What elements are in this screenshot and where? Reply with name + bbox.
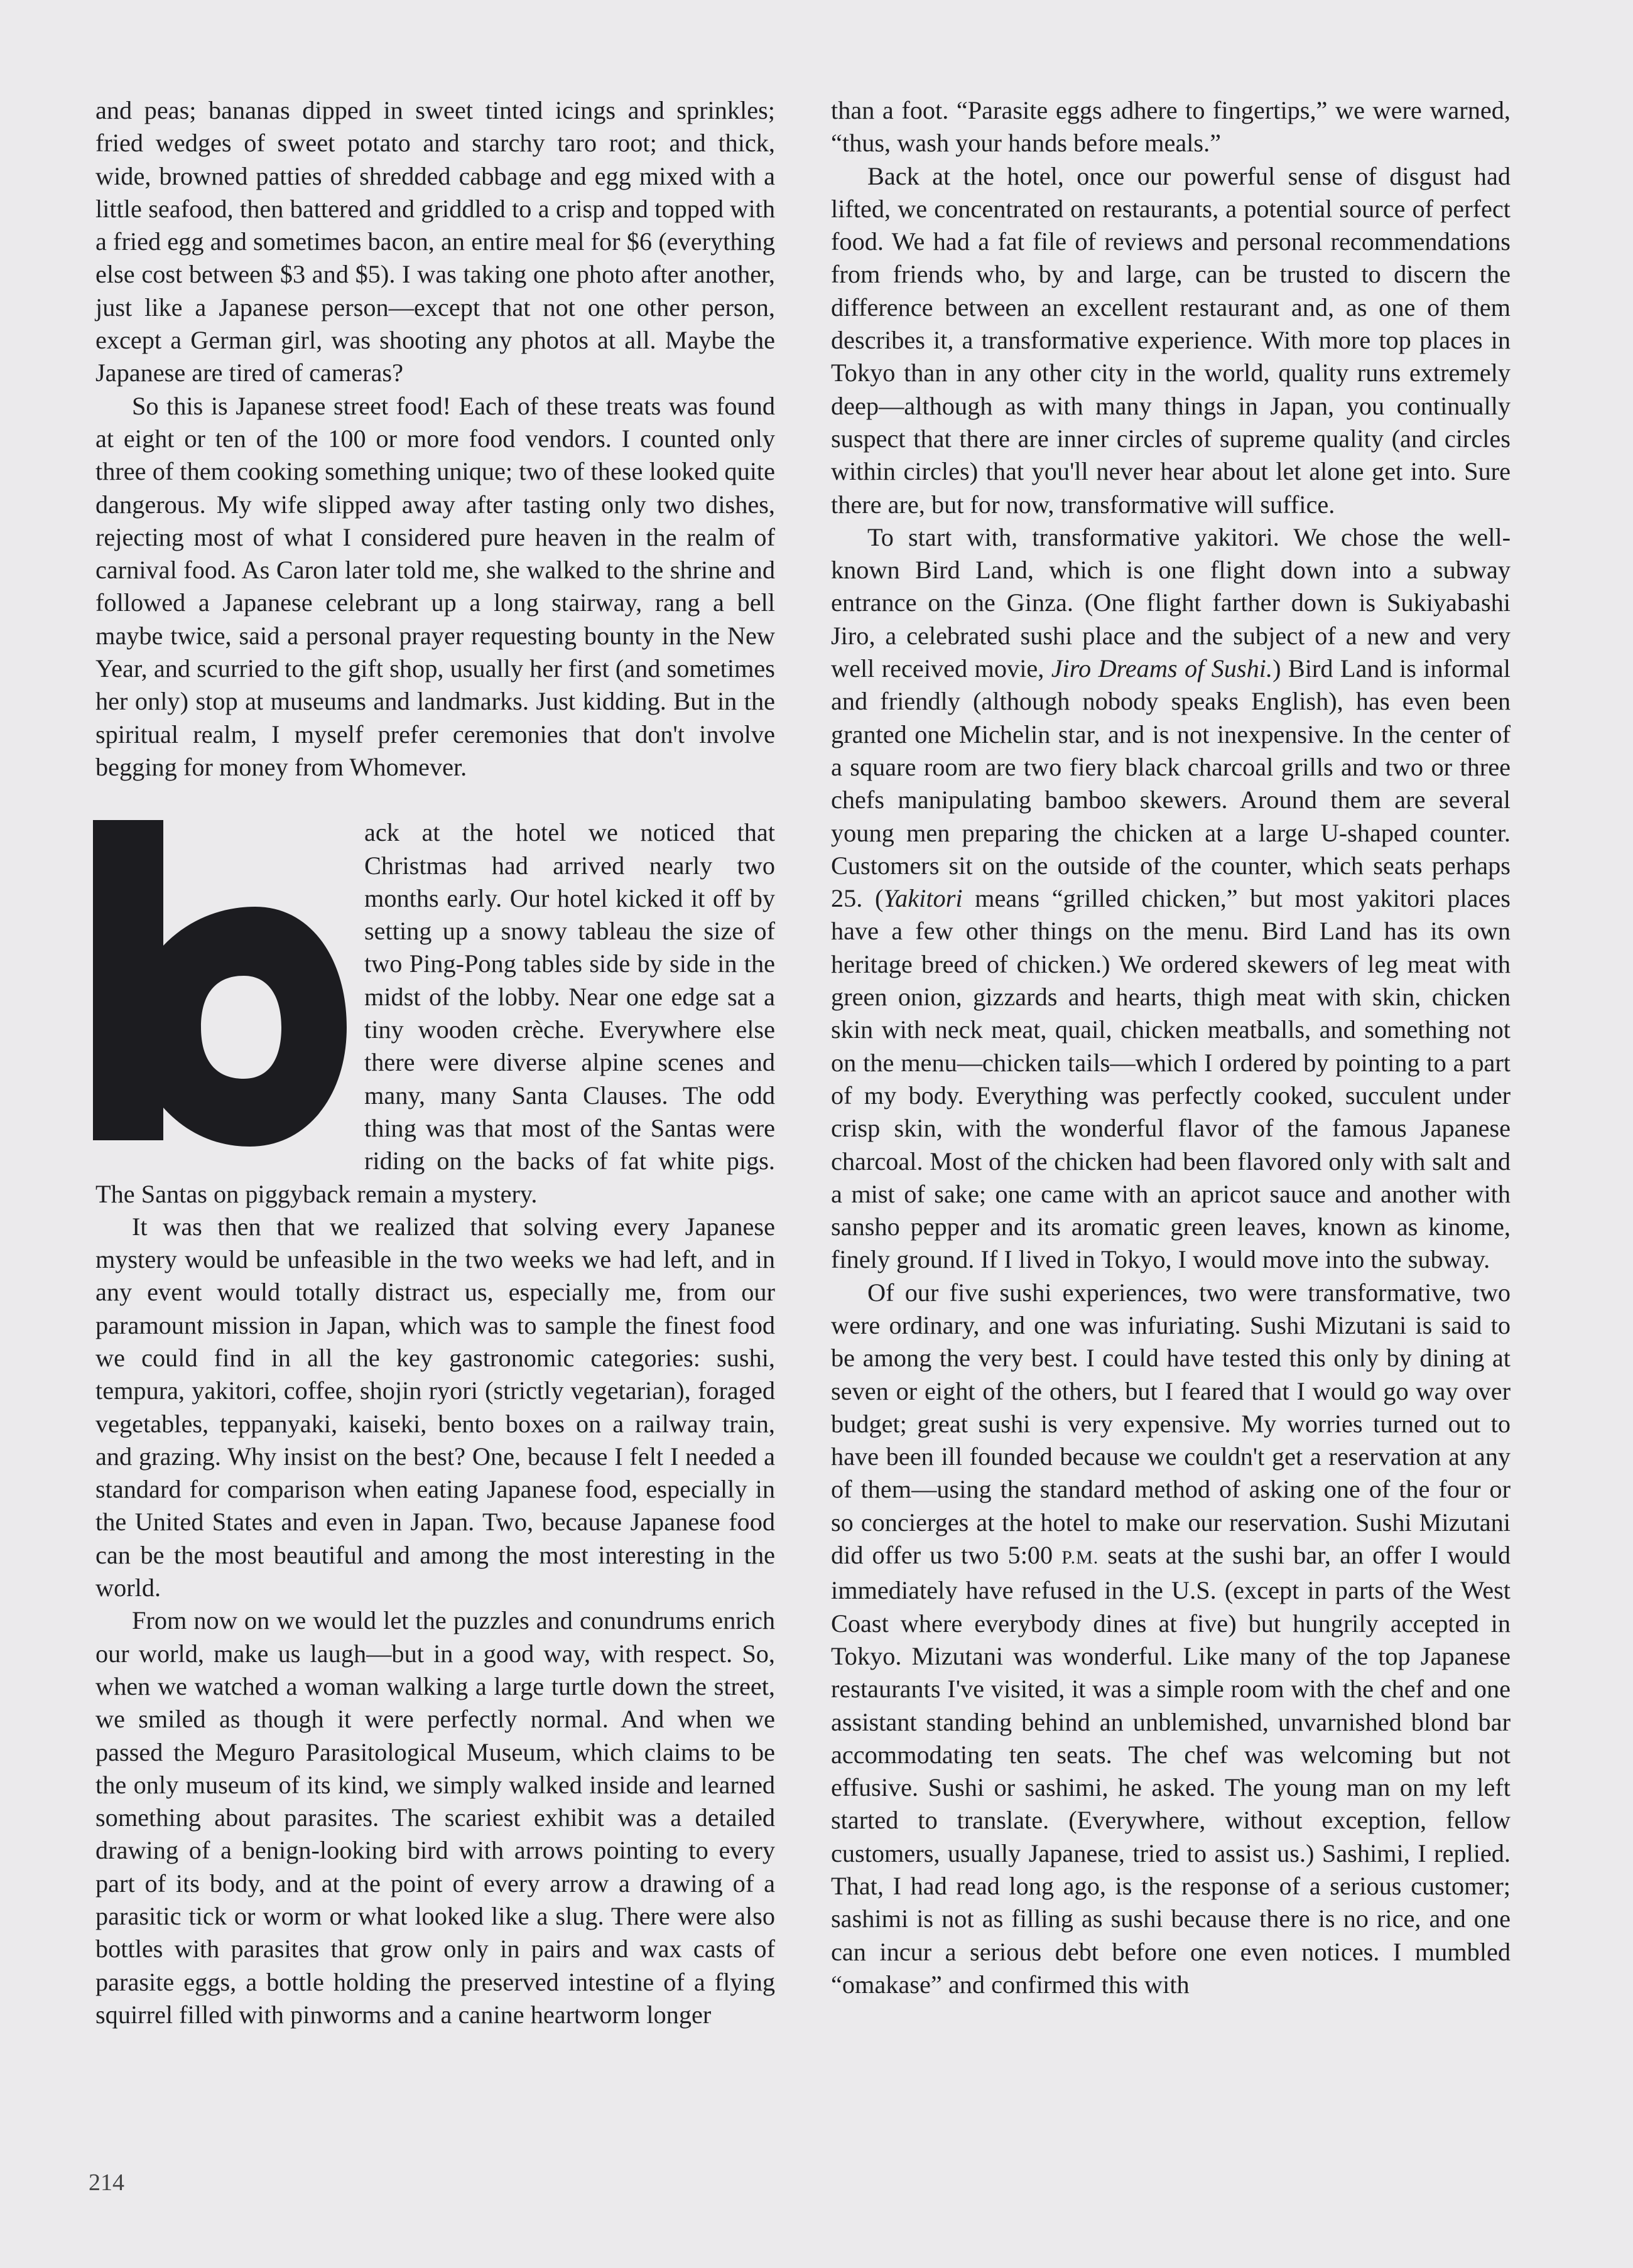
left-column [95, 94, 775, 2031]
body-paragraph: and peas; bananas dipped in sweet tinted icings and sprinkles; fried wedges of sweet potato and starchy taro root; and thick, wide, browned patties of shredded cabbage and egg mixed with a little seafood, then battered and griddled to a crisp and topped with a fried egg and sometimes bacon, an entire meal for $6 (everything else cost between $3 and $5). I was taking one photo after another, just like a Japanese person—except that not one other person, except a German girl, was shooting any photos at all. Maybe the Japanese are tired of cameras? [95, 96, 775, 387]
text-run: To start with, transformative yakitori. We chose the well-known Bird Land, which is one flight down into a subway entrance on the Ginza. (One flight farther down is Sukiyabashi Jiro, a celebrated sushi place and the subject of a new and very well received movie, [831, 522, 1511, 683]
movie-title: Jiro Dreams of Sushi. [1051, 654, 1273, 683]
body-paragraph: than a foot. “Parasite eggs adhere to fingertips,” we were warned, “thus, wash your hands before meals.” [831, 96, 1511, 158]
italic-term: Yakitori [883, 884, 963, 913]
body-paragraph: So this is Japanese street food! Each of these treats was found at eight or ten of the 100 or more food vendors. I counted only three of them cooking something unique; two of these looked quite dangerous. My wife slipped away after tasting only two dishes, rejecting most of what I considered pure heaven in the realm of carnival food. As Caron later told me, she walked to the shrine and followed a Japanese celebrant up a long stairway, rang a bell maybe twice, said a personal prayer requesting bounty in the New Year, and scurried to the gift shop, usually her first (and sometimes her only) stop at museums and landmarks. Just kidding. But in the spiritual realm, I myself prefer ceremonies that don't involve begging for money from Whomever. [95, 391, 775, 781]
small-caps-pm: P.M. [1061, 1547, 1099, 1569]
text-run: means “grilled chicken,” but most yakitori places have a few other things on the menu. Bird Land has its own heritage breed of chicken.) We ordered skewers of leg meat with green onion, gizzards and hearts, thigh meat with skin, chicken skin with neck meat, quail, chicken meatballs, and something not on the menu—chicken tails—which I ordered by pointing to a part of my body. Everything was perfectly cooked, succulent under crisp skin, with the wonderful flavor of the famous Japanese charcoal. Most of the chicken had been flavored only with salt and a mist of sake; one came with an apricot sauce and another with sansho pepper and its aromatic green leaves, known as kinome, finely ground. If I lived in Tokyo, I would move into the subway. [831, 884, 1511, 1274]
body-paragraph: From now on we would let the puzzles and conundrums enrich our world, make us laugh—but in a good way, with respect. So, when we watched a woman walking a large turtle down the street, we smiled as though it were perfectly normal. And when we passed the Meguro Parasitological Museum, which claims to be the only museum of its kind, we simply walked inside and learned something about parasites. The scariest exhibit was a detailed drawing of a benign-looking bird with arrows pointing to every part of its body, and at the point of every arrow a drawing of a parasitic tick or worm or what looked like a slug. There were also bottles with parasites that grow only in pairs and wax casts of parasite eggs, a bottle holding the preserved intestine of a flying squirrel filled with pinworms and a canine heartworm longer [95, 1606, 775, 2029]
body-paragraph: Back at the hotel, once our powerful sense of disgust had lifted, we concentrated on restaurants, a potential source of perfect food. We had a fat file of reviews and personal recommendations from friends who, by and large, can be trusted to discern the difference between an excellent restaurant and, as one of them describes it, a transformative experience. With more top places in Tokyo than in any other city in the world, quality runs extremely deep—although as with many things in Japan, you continually suspect that there are inner circles of supreme quality (and circles within circles) that you'll never hear about let alone get into. Sure there are, but for now, transformative will suffice. [831, 161, 1511, 519]
body-paragraph: It was then that we realized that solving every Japanese mystery would be unfeasible in the two weeks we had left, and in any event would totally distract us, especially me, from our paramount mission in Japan, which was to sample the finest food we could find in all the key gastronomic categories: sushi, tempura, yakitori, coffee, shojin ryori (strictly vegetarian), foraged vegetables, teppanyaki, kaiseki, bento boxes on a railway train, and grazing. Why insist on the best? One, because I felt I needed a standard for comparison when eating Japanese food, especially in the United States and even in Japan. Two, because Japanese food can be the most beautiful and among the most interesting in the world. [95, 1212, 775, 1602]
page-number: 214 [89, 2169, 124, 2196]
dropcap-paragraph [95, 816, 775, 1211]
body-paragraph [831, 1277, 1511, 2002]
body-paragraph [831, 521, 1511, 1277]
text-run: seats at the sushi bar, an offer I would immediately have refused in the U.S. (except in parts of the West Coast where everybody dines at five) but hungrily accepted in Tokyo. Mizutani was wonderful. Like many of the top Japanese restaurants I've visited, it was a simple room with the chef and one assistant standing behind an unblemished, unvarnished blond bar accommodating ten seats. The chef was welcoming but not effusive. Sushi or sashimi, he asked. The young man on my left started to translate. (Everywhere, without exception, fellow customers, usually Japanese, tried to assist us.) Sashimi, I replied. That, I had read long ago, is the response of a serious customer; sashimi is not as filling as sushi because there is no rice, and one can incur a serious debt before one even notices. I mumbled “omakase” and confirmed this with [831, 1541, 1511, 1999]
right-column [831, 94, 1511, 2001]
dropcap-b [93, 820, 347, 1147]
text-run: ) Bird Land is informal and friendly (although nobody speaks English), has even been granted one Michelin star, and is not inexpensive. In the center of a square room are two fiery black charcoal grills and two or three chefs manipulating bamboo skewers. Around them are several young men preparing the chicken at a large U-shaped counter. Customers sit on the outside of the counter, which seats perhaps 25. ( [831, 654, 1511, 913]
text-run: Of our five sushi experiences, two were transformative, two were ordinary, and one was infuriating. Sushi Mizutani is said to be among the very best. I could have tested this only by dining at seven or eight of the others, but I feared that I would go way over budget; great sushi is very expensive. My worries turned out to have been ill founded because we couldn't get a reservation at any of them—using the standard method of asking one of the four or so concierges at the hotel to make our reservation. Sushi Mizutani did offer us two 5:00 [831, 1278, 1511, 1570]
dropcap-paragraph-text: ack at the hotel we noticed that Christmas had arrived nearly two months early. Our hotel kicked it off by setting up a snowy tableau the size of two Ping-Pong tables side by side in the midst of the lobby. Near one edge sat a tiny wooden crèche. Everywhere else there were diverse alpine scenes and many, many Santa Clauses. The odd thing was that most of the Santas were riding on the backs of fat white pigs. The Santas on piggyback remain a mystery. [95, 818, 775, 1208]
